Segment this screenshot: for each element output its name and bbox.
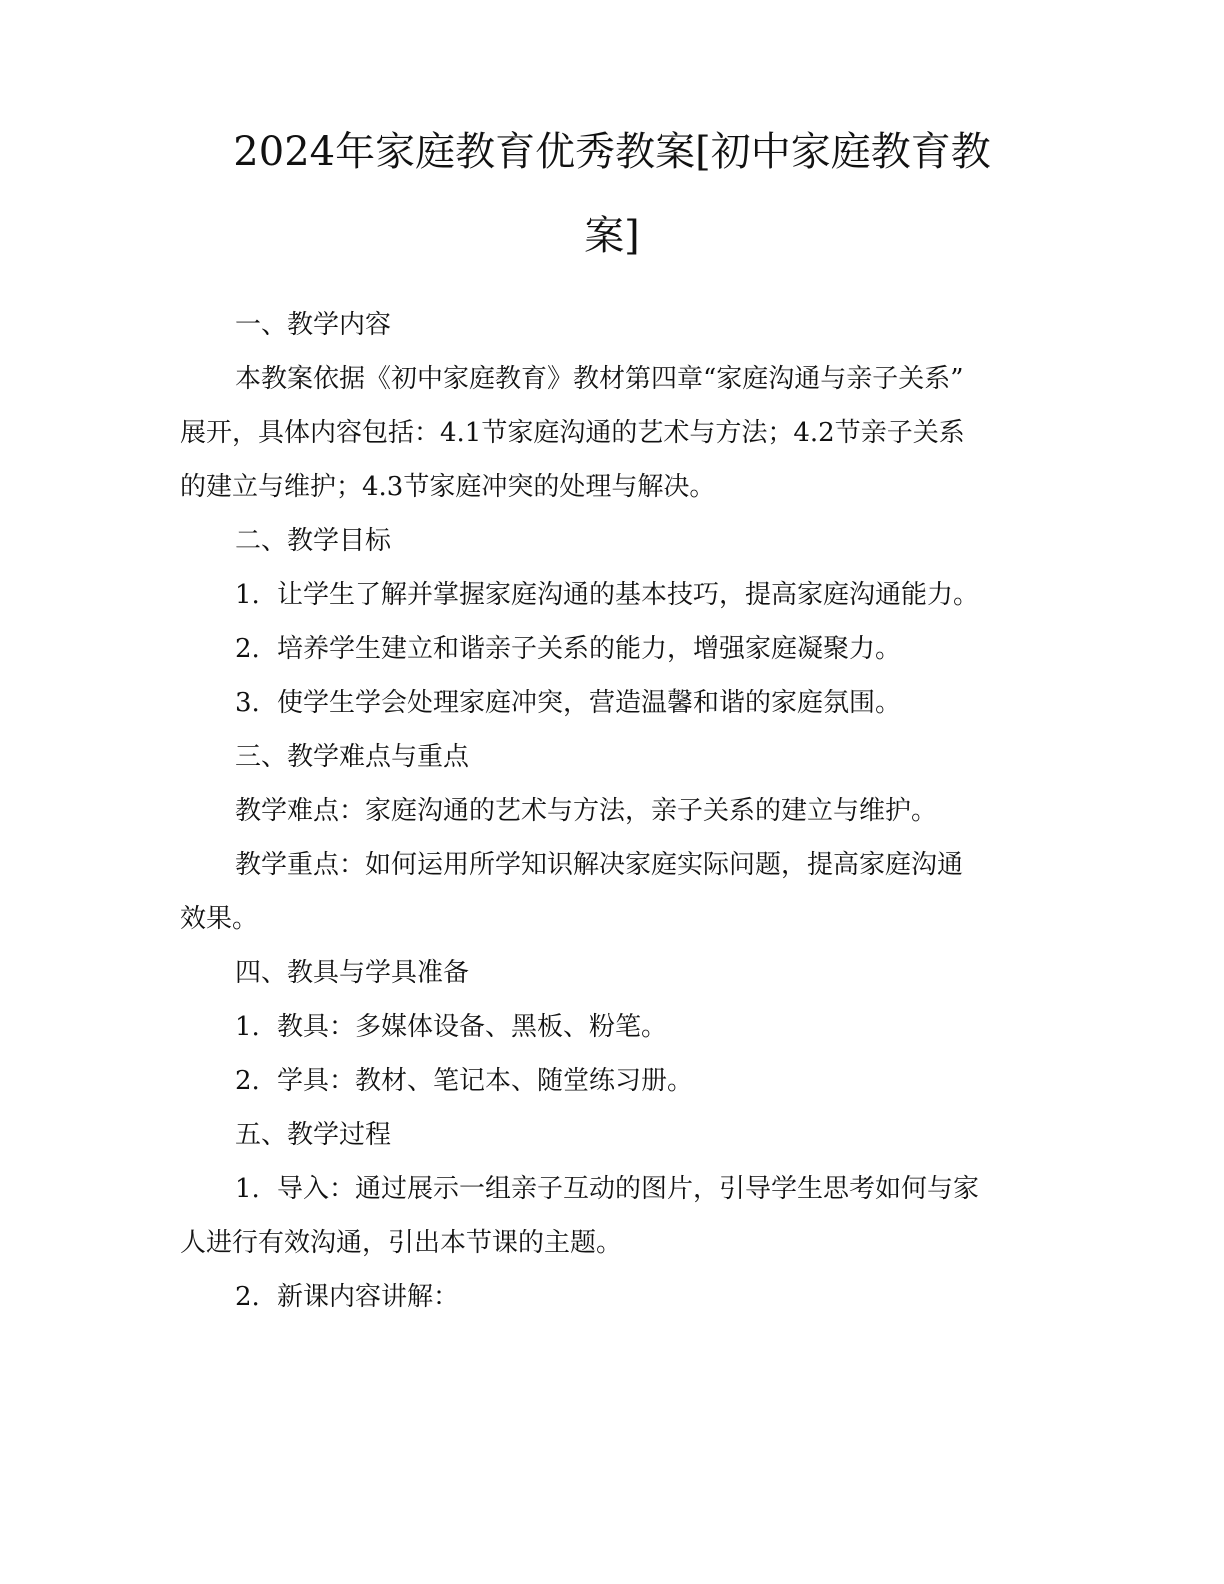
teaching-difficulty: 教学难点：家庭沟通的艺术与方法，亲子关系的建立与维护。 (235, 796, 938, 826)
section-4-heading: 四、教具与学具准备 (235, 958, 470, 988)
goal-item-1 (235, 578, 1065, 612)
section-1-paragraph-line-3: 的建立与维护；4.3节家庭冲突的处理与解决。 (180, 472, 716, 502)
goal-item-3-text: 使学生学会处理家庭冲突，营造温馨和谐的家庭氛围。 (277, 688, 902, 718)
section-2-heading: 二、教学目标 (235, 526, 392, 556)
materials-item-1-text: 教具：多媒体设备、黑板、粉笔。 (277, 1012, 668, 1042)
process-item-1-number: 1. (235, 1174, 260, 1204)
materials-item-1-number: 1. (235, 1012, 260, 1042)
teaching-focus-line-1: 教学重点：如何运用所学知识解决家庭实际问题，提高家庭沟通 (235, 850, 964, 880)
section-3-heading: 三、教学难点与重点 (235, 742, 470, 772)
goal-item-3 (235, 686, 1065, 720)
process-item-1-line-2: 人进行有效沟通，引出本节课的主题。 (180, 1228, 623, 1258)
process-item-2-number: 2. (235, 1282, 260, 1312)
materials-item-2-text: 学具：教材、笔记本、随堂练习册。 (277, 1066, 694, 1096)
goal-item-2 (235, 632, 1065, 666)
section-5-heading: 五、教学过程 (235, 1120, 392, 1150)
goal-item-1-number: 1. (235, 580, 260, 610)
section-1-heading: 一、教学内容 (235, 310, 392, 340)
process-item-1-line-1 (235, 1172, 1065, 1206)
document-title-line-2: 案] (584, 213, 640, 259)
materials-item-2 (235, 1064, 1065, 1098)
document-title-line-1: 2024年家庭教育优秀教案[初中家庭教育教 (233, 129, 991, 175)
process-item-2-text: 新课内容讲解： (277, 1282, 460, 1312)
goal-item-1-text: 让学生了解并掌握家庭沟通的基本技巧，提高家庭沟通能力。 (277, 580, 980, 610)
process-item-2 (235, 1280, 1065, 1314)
goal-item-2-text: 培养学生建立和谐亲子关系的能力，增强家庭凝聚力。 (277, 634, 902, 664)
goal-item-3-number: 3. (235, 688, 260, 718)
section-1-paragraph-line-2: 展开，具体内容包括：4.1节家庭沟通的艺术与方法；4.2节亲子关系 (180, 418, 965, 448)
materials-item-1 (235, 1010, 1065, 1044)
process-item-1-text: 导入：通过展示一组亲子互动的图片，引导学生思考如何与家 (277, 1174, 980, 1204)
section-1-paragraph-line-1: 本教案依据《初中家庭教育》教材第四章“家庭沟通与亲子关系” (235, 364, 964, 394)
teaching-focus-line-2: 效果。 (180, 904, 259, 934)
materials-item-2-number: 2. (235, 1066, 260, 1096)
goal-item-2-number: 2. (235, 634, 260, 664)
